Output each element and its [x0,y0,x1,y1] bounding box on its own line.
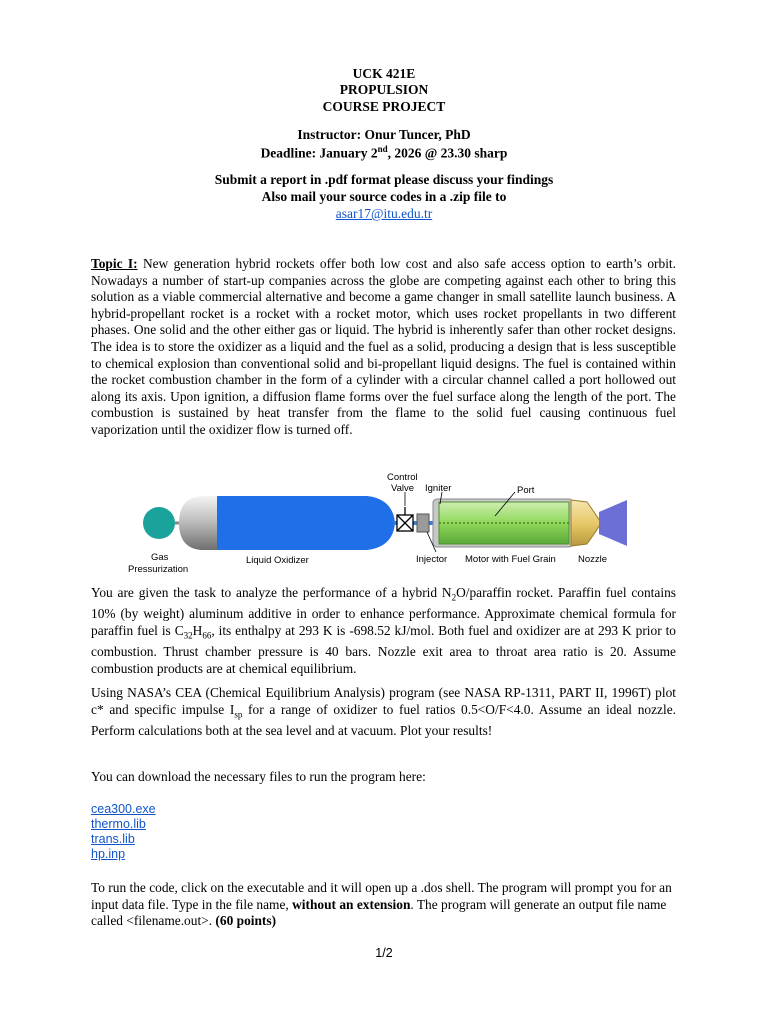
deadline-superscript: nd [377,144,388,154]
file-link-thermo[interactable]: thermo.lib [91,817,146,831]
task-text: Using NASA’s CEA (Chemical Equilibrium Analysis) program (see NASA RP-1311, PART II, 1996T) plot c* and specific impulse I [91,685,676,717]
topic-paragraph [91,256,676,439]
course-project-title: COURSE PROJECT [322,99,446,114]
label-control-valve-1: Control [387,472,418,483]
deadline-line [0,144,768,162]
run-bold-text: without an extension [292,896,411,912]
label-gas-2: Pressurization [128,564,189,575]
file-link-cea300[interactable]: cea300.exe [91,802,156,816]
course-subject: PROPULSION [339,82,429,97]
label-control-valve-2: Valve [391,483,415,494]
label-gas-1: Gas [151,552,169,563]
task-paragraph-1 [91,585,676,677]
deadline-prefix: Deadline: January 2 [260,145,378,161]
gas-pressurization-sphere [143,507,175,539]
label-injector: Injector [416,554,448,565]
subscript: 66 [202,630,212,641]
run-instructions [91,880,676,930]
submit-line: Submit a report in .pdf format please discuss your findings [214,172,554,187]
nozzle-exit-plume [599,500,627,546]
points-label: (60 points) [215,913,277,929]
page-number: 1/2 [375,946,393,960]
task-paragraph-2 [91,685,676,739]
run-text: To run the code, click on the executable and it will open up a .dos shell. The program will prompt you for an input data file. Type in the file name, [91,880,672,912]
control-valve [397,507,413,531]
injector [417,514,429,532]
label-liquid-oxidizer: Liquid Oxidizer [246,555,309,566]
email-line [0,206,768,222]
file-link-hp[interactable]: hp.inp [91,847,126,861]
subscript: sp [234,709,243,720]
run-text: . The program will generate an output file name called <filename.out>. [91,896,667,929]
oxidizer-tank-dome [179,496,217,550]
nozzle [571,500,601,546]
task-text: O/paraffin rocket. Paraffin fuel contains 10% (by weight) aluminum additive in order to enhance performance. Approximate chemical formula for paraffin fuel is C [91,585,676,638]
file-link-list [91,802,156,862]
download-intro: You can download the necessary files to run the program here: [91,769,426,784]
email-link[interactable]: asar17@itu.edu.tr [335,206,433,221]
hybrid-rocket-diagram [128,466,635,578]
label-igniter: Igniter [425,483,452,494]
instructor-line: Instructor: Onur Tuncer, PhD [297,127,471,142]
topic-text: New generation hybrid rockets offer both low cost and also safe access option to earth’s orbit. Nowadays a number of start-up companies across the globe are competing against each other to bring this solution as a viable commercial alternative and become a game changer in small satellite launch business. A hybrid-propellant rocket is a rocket with a rocket motor, which uses rocket propellants in two different phases. One solid and the other either gas or liquid. The hybrid is inherently safer than other rocket designs. The idea is to store the oxidizer as a liquid and the fuel as a solid, producing a design that is less susceptible to chemical explosion than conventional solid and bi-propellant liquid designs. The fuel is contained within the rocket combustion chamber in the form of a cylinder with a circular channel called a port hollowed out along its axis. Upon ignition, a diffusion flame forms over the fuel surface along the length of the port. The combustion is sustained by heat transfer from the flame to the solid fuel causing continuous fuel vaporization until the oxidizer flow is turned off. [91,256,676,437]
deadline-suffix: , 2026 @ 23.30 sharp [387,145,508,161]
subscript: 32 [183,630,193,641]
task-text: You are given the task to analyze the performance of a hybrid N [91,585,452,600]
topic-label: Topic I: [91,256,138,271]
task-text: H [192,622,203,638]
course-code: UCK 421E [352,66,416,81]
label-port: Port [517,485,535,496]
liquid-oxidizer-tank [217,496,395,550]
task-text: for a range of oxidizer to fuel ratios 0.5<O/F<4.0. Assume an ideal nozzle. Perform calculations both at the sea level and at vacuum. Plot your results! [91,701,676,738]
label-motor: Motor with Fuel Grain [465,554,556,565]
subscript: 2 [451,592,457,603]
label-nozzle: Nozzle [578,554,608,565]
file-link-trans[interactable]: trans.lib [91,832,135,846]
mail-line: Also mail your source codes in a .zip file to [261,189,507,204]
task-text: , its enthalpy at 293 K is -698.52 kJ/mol. Both fuel and oxidizer are at 293 K prior to combustion. Thrust chamber pressure is 40 bars. Nozzle exit area to throat area ratio is 20. Assume combustion products are at chemical equilibrium. [91,622,677,676]
